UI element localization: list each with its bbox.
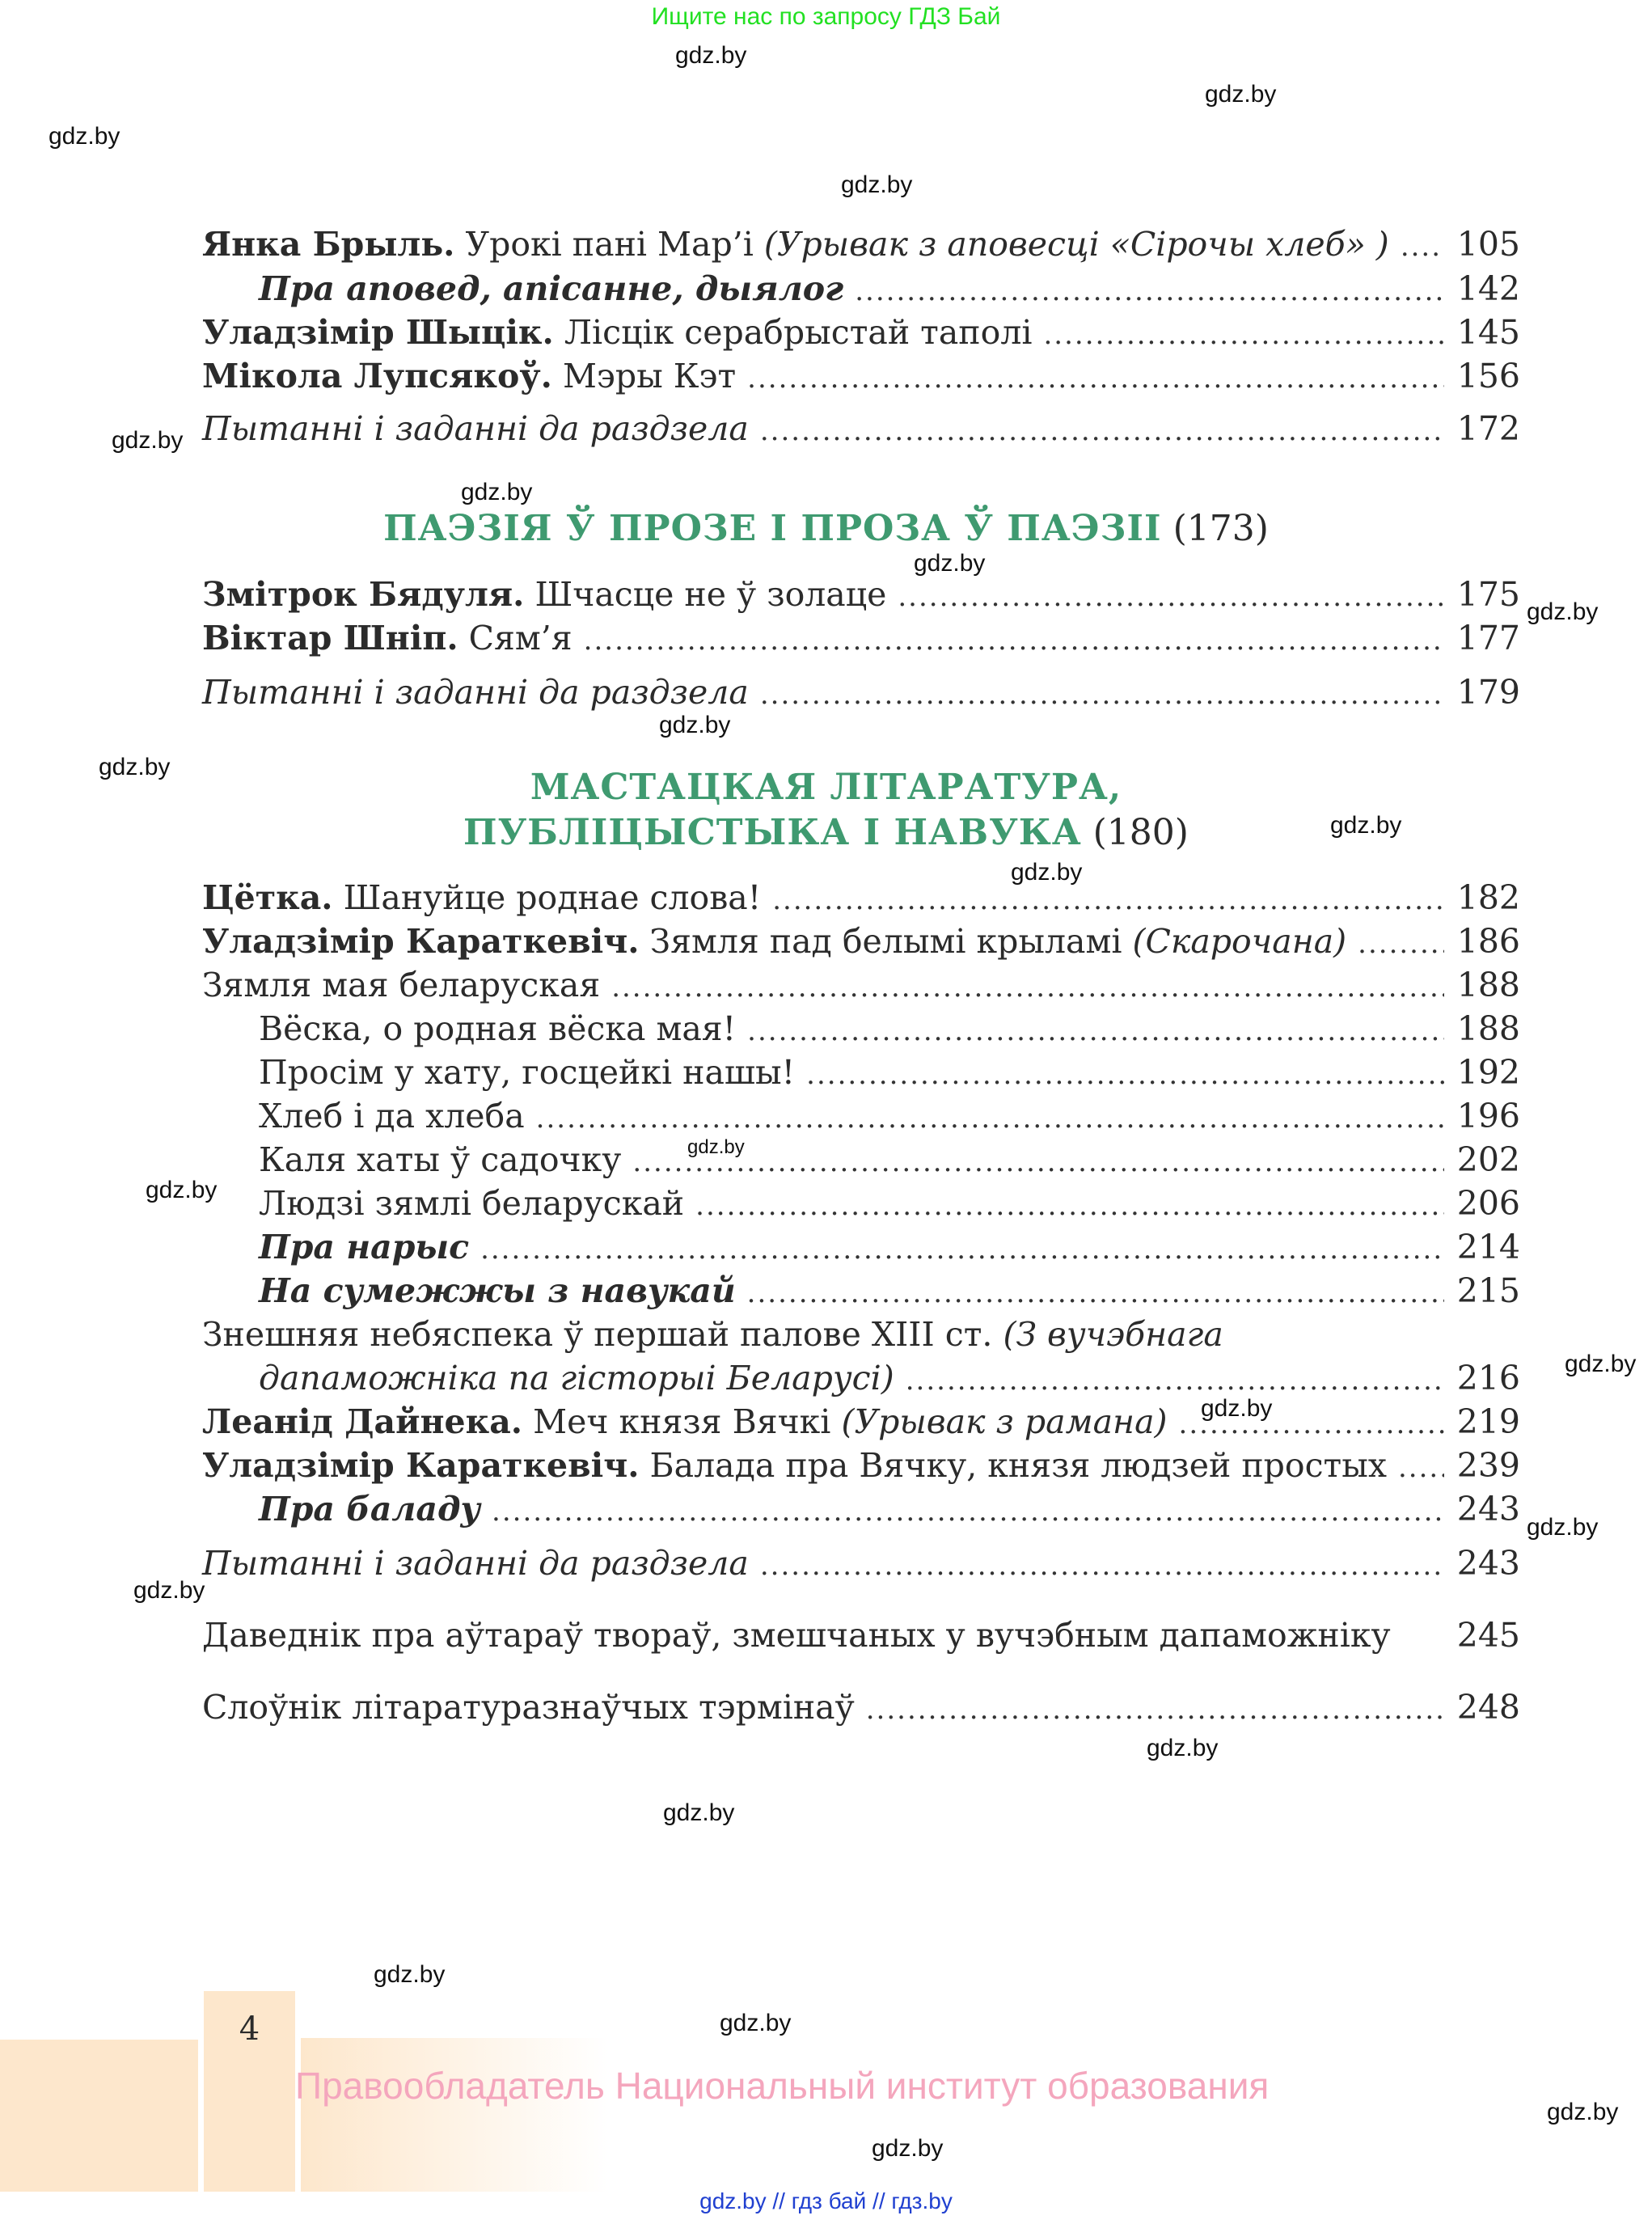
toc-entry-page: 175 xyxy=(1456,575,1520,614)
dot-leader xyxy=(772,878,1444,922)
toc-entry-title xyxy=(202,920,1346,963)
watermark: gdz.by xyxy=(1547,2099,1619,2125)
toc-entry-title xyxy=(259,1138,621,1182)
watermark: gdz.by xyxy=(112,427,184,454)
toc-entry-title xyxy=(202,670,749,714)
toc-entry-title xyxy=(202,311,1032,354)
toc-entry-title xyxy=(259,1182,684,1225)
dot-leader xyxy=(855,269,1444,313)
page-number-tab xyxy=(204,1991,295,2192)
toc-entry-author: Змітрок Бядуля. xyxy=(202,575,525,614)
dot-leader xyxy=(760,409,1444,453)
dot-leader xyxy=(1398,1446,1444,1490)
toc-entry-note: (З вучэбнага xyxy=(1003,1315,1223,1354)
toc-entry-page: 192 xyxy=(1456,1053,1520,1092)
toc-entry-author: Цётка. xyxy=(202,878,333,917)
watermark: gdz.by xyxy=(1147,1735,1219,1761)
toc-entry-title xyxy=(202,1400,1168,1444)
dot-leader xyxy=(760,1544,1444,1588)
toc-entry-title xyxy=(202,1685,855,1729)
toc-entry-work: Пытанні і заданні да раздзела xyxy=(202,673,749,712)
watermark: gdz.by xyxy=(1205,81,1277,108)
toc-entry-page: 172 xyxy=(1456,409,1520,448)
watermark: gdz.by xyxy=(1201,1395,1273,1422)
toc-entry-title xyxy=(259,1007,736,1051)
toc-entry-work: Даведнік пра аўтараў твораў, змешчаных у вучэбным дапаможніку xyxy=(202,1616,1391,1655)
toc-entry-work: Хлеб і да хлеба xyxy=(259,1097,525,1135)
page-number: 4 xyxy=(239,2010,260,2048)
toc-entry-title xyxy=(202,963,600,1007)
toc-entry-title xyxy=(259,1051,795,1094)
toc-entry-page: 188 xyxy=(1456,1009,1520,1048)
toc-entry[interactable] xyxy=(259,1138,1520,1182)
watermark: gdz.by xyxy=(720,2010,792,2036)
dot-leader xyxy=(898,575,1444,619)
toc-entry[interactable] xyxy=(202,670,1520,714)
section-heading-text: МАСТАЦКАЯ ЛІТАРАТУРА, xyxy=(530,767,1122,808)
toc-entry-page: 243 xyxy=(1456,1544,1520,1583)
toc-entry[interactable] xyxy=(259,1269,1520,1313)
toc-entry-work: Слоўнік літаратуразнаўчых тэрмінаў xyxy=(202,1688,855,1727)
toc-entry-page: 188 xyxy=(1456,966,1520,1004)
toc-entry-work: Лісцік серабрыстай таполі xyxy=(553,313,1033,352)
toc-entry-page: 206 xyxy=(1456,1184,1520,1223)
section-start-page: (173) xyxy=(1161,508,1269,549)
toc-entry[interactable] xyxy=(202,222,1520,266)
toc-entry[interactable] xyxy=(259,1225,1520,1269)
section-heading xyxy=(0,508,1652,549)
toc-entry-title xyxy=(202,1313,1444,1356)
toc-entry-work: Зямля пад белымі крыламі xyxy=(639,922,1133,961)
toc-entry-work: Просім у хату, госцейкі нашы! xyxy=(259,1053,796,1092)
toc-entry-author: Уладзімір Караткевіч. xyxy=(202,1446,640,1485)
watermark: gdz.by xyxy=(659,712,731,738)
watermark: gdz.by xyxy=(841,171,913,198)
toc-entry-work: Балада пра Вячку, князя людзей простых xyxy=(639,1446,1387,1485)
dot-leader xyxy=(760,673,1444,717)
toc-entry-work: Шчасце не ў золаце xyxy=(524,575,887,614)
watermark: gdz.by xyxy=(663,1799,735,1826)
watermark: gdz.by xyxy=(872,2135,944,2162)
footer-decor-gradient xyxy=(301,2038,608,2192)
dot-leader xyxy=(480,1228,1444,1271)
section-start-page: (180) xyxy=(1081,812,1189,853)
toc-entry-title xyxy=(259,1269,736,1313)
watermark: gdz.by xyxy=(146,1177,218,1203)
toc-entry-page: 214 xyxy=(1456,1228,1520,1266)
dot-leader xyxy=(747,357,1444,400)
toc-entry-work: Шануйце роднае слова! xyxy=(332,878,762,917)
rights-holder-text: Правообладатель Национальный институт образования xyxy=(295,2065,1270,2107)
site-links[interactable]: gdz.by // гдз бай // гдз.by xyxy=(699,2188,953,2213)
toc-entry-page: 177 xyxy=(1456,619,1520,657)
toc-entry-work: Пытанні і заданні да раздзела xyxy=(202,1544,749,1583)
toc-entry-author: Мікола Лупсякоў. xyxy=(202,357,552,395)
toc-entry-title xyxy=(259,1225,469,1269)
toc-entry-title xyxy=(202,407,749,450)
toc-entry-author: Янка Брыль. xyxy=(202,225,455,264)
dot-leader xyxy=(695,1184,1444,1228)
dot-leader xyxy=(632,1140,1444,1184)
toc-entry-title xyxy=(259,1094,525,1138)
toc-entry-page: 105 xyxy=(1456,225,1520,264)
dot-leader xyxy=(1358,922,1444,966)
toc-entry[interactable] xyxy=(202,1685,1520,1729)
section-heading-text: ПАЭЗІЯ Ў ПРОЗЕ І ПРОЗА Ў ПАЭЗІІ xyxy=(383,508,1162,549)
watermark: gdz.by xyxy=(687,1136,745,1158)
toc-entry-work: Каля хаты ў садочку xyxy=(259,1140,622,1179)
toc-entry[interactable] xyxy=(202,311,1520,354)
toc-entry-title xyxy=(202,1613,1444,1657)
toc-entry[interactable] xyxy=(259,1356,1520,1400)
search-banner: Ищите нас по запросу ГДЗ Бай xyxy=(651,3,1001,30)
toc-entry-title xyxy=(202,573,886,616)
watermark: gdz.by xyxy=(1330,812,1402,839)
dot-leader xyxy=(611,966,1444,1009)
toc-entry-page: 196 xyxy=(1456,1097,1520,1135)
watermark: gdz.by xyxy=(914,550,986,577)
toc-entry-work: Пра нарыс xyxy=(259,1228,470,1266)
toc-entry[interactable] xyxy=(202,616,1520,660)
dot-leader xyxy=(584,619,1444,662)
dot-leader xyxy=(747,1009,1444,1053)
watermark: gdz.by xyxy=(461,479,533,505)
dot-leader xyxy=(492,1490,1444,1533)
watermark: gdz.by xyxy=(1527,598,1599,625)
watermark: gdz.by xyxy=(99,754,171,780)
dot-leader xyxy=(747,1271,1444,1315)
section-heading xyxy=(0,812,1652,853)
toc-entry[interactable] xyxy=(202,573,1520,616)
toc-entry-title xyxy=(202,876,761,920)
toc-entry-work: Пра аповед, апісанне, дыялог xyxy=(259,269,844,308)
toc-entry-author: Уладзімір Караткевіч. xyxy=(202,922,640,961)
toc-entry[interactable] xyxy=(259,1007,1520,1051)
toc-entry-work: Сям’я xyxy=(458,619,572,657)
dot-leader xyxy=(866,1688,1444,1731)
toc-entry-note: (Урывак з аповесці «Сірочы хлеб» ) xyxy=(763,225,1389,264)
toc-entry[interactable] xyxy=(259,1182,1520,1225)
toc-entry-title xyxy=(202,1541,749,1585)
toc-entry[interactable] xyxy=(202,407,1520,450)
dot-leader xyxy=(1401,225,1444,268)
toc-entry-page: 248 xyxy=(1456,1688,1520,1727)
toc-entry[interactable] xyxy=(202,1400,1520,1444)
dot-leader xyxy=(536,1097,1444,1140)
watermark: gdz.by xyxy=(1565,1351,1637,1377)
toc-entry-work: Людзі зямлі беларускай xyxy=(259,1184,685,1223)
toc-entry-title xyxy=(259,1356,894,1400)
toc-entry-page: 243 xyxy=(1456,1490,1520,1528)
toc-entry-author: Віктар Шніп. xyxy=(202,619,458,657)
toc-entry-page: 216 xyxy=(1456,1359,1520,1397)
watermark: gdz.by xyxy=(1527,1514,1599,1541)
toc-entry[interactable] xyxy=(202,963,1520,1007)
toc-entry-page: 245 xyxy=(1456,1616,1520,1655)
dot-leader xyxy=(806,1053,1444,1097)
toc-entry[interactable] xyxy=(202,876,1520,920)
watermark: gdz.by xyxy=(133,1577,205,1604)
toc-entry[interactable] xyxy=(259,267,1520,311)
toc-entry-work: Пра баладу xyxy=(259,1490,481,1528)
toc-entry-page: 145 xyxy=(1456,313,1520,352)
toc-entry[interactable] xyxy=(202,1313,1520,1356)
toc-entry-page: 186 xyxy=(1456,922,1520,961)
toc-entry-work: Урокі пані Мар’і xyxy=(454,225,764,264)
toc-entry-work: Меч князя Вячкі xyxy=(522,1402,842,1441)
toc-entry-work: На сумежжы з навукай xyxy=(259,1271,736,1310)
toc-entry-title xyxy=(202,222,1389,266)
toc-entry-work: Мэры Кэт xyxy=(551,357,737,395)
toc-entry-author: Леанід Дайнека. xyxy=(202,1402,523,1441)
toc-entry[interactable] xyxy=(259,1487,1520,1531)
toc-entry-title xyxy=(202,1444,1387,1487)
watermark: gdz.by xyxy=(374,1961,446,1988)
toc-entry-page: 156 xyxy=(1456,357,1520,395)
toc-entry-work: Пытанні і заданні да раздзела xyxy=(202,409,749,448)
toc-entry-page: 179 xyxy=(1456,673,1520,712)
toc-entry-author: Уладзімір Шыцік. xyxy=(202,313,554,352)
toc-entry-title xyxy=(259,267,843,311)
section-heading-text: ПУБЛІЦЫСТЫКА І НАВУКА xyxy=(463,812,1082,853)
section-heading xyxy=(0,767,1652,808)
toc-entry-page: 215 xyxy=(1456,1271,1520,1310)
watermark: gdz.by xyxy=(49,123,120,150)
toc-entry[interactable] xyxy=(202,1444,1520,1487)
toc-entry-work: Зямля мая беларуская xyxy=(202,966,601,1004)
toc-entry[interactable] xyxy=(202,1613,1520,1657)
toc-entry-note: дапаможніка па гісторыі Беларусі) xyxy=(259,1359,894,1397)
toc-entry-page: 202 xyxy=(1456,1140,1520,1179)
toc-entry-title xyxy=(202,354,736,398)
toc-entry[interactable] xyxy=(202,920,1520,963)
toc-entry-page: 239 xyxy=(1456,1446,1520,1485)
toc-entry-note: (Урывак з рамана) xyxy=(841,1402,1168,1441)
toc-entry[interactable] xyxy=(202,1541,1520,1585)
toc-entry[interactable] xyxy=(259,1094,1520,1138)
toc-entry-work: Вёска, о родная вёска мая! xyxy=(259,1009,737,1048)
footer-decor-left xyxy=(0,2040,198,2192)
toc-entry[interactable] xyxy=(202,354,1520,398)
toc-entry[interactable] xyxy=(259,1051,1520,1094)
toc-entry-title xyxy=(202,616,572,660)
toc-entry-work: Знешняя небяспека ў першай палове XIII ст. xyxy=(202,1315,1003,1354)
watermark: gdz.by xyxy=(1011,859,1083,886)
toc-entry-page: 182 xyxy=(1456,878,1520,917)
dot-leader xyxy=(1043,313,1444,357)
dot-leader xyxy=(906,1359,1444,1402)
toc-entry-page: 142 xyxy=(1456,269,1520,308)
toc-entry-page: 219 xyxy=(1456,1402,1520,1441)
toc-entry-note: (Скарочана) xyxy=(1132,922,1347,961)
watermark: gdz.by xyxy=(675,42,747,69)
toc-entry-title xyxy=(259,1487,480,1531)
dot-leader xyxy=(1179,1402,1444,1446)
